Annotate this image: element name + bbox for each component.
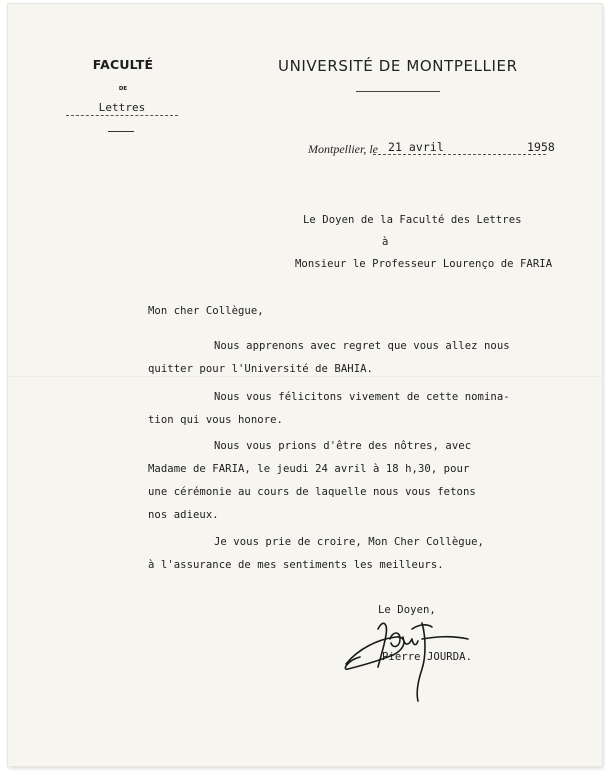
dateline-dotted-rule xyxy=(373,154,546,155)
dateline-year: 1958 xyxy=(527,140,555,154)
faculty-name-underline xyxy=(66,115,178,116)
body-line: tion qui vous honore. xyxy=(148,414,283,426)
dateline-place: Montpellier, le xyxy=(308,142,378,156)
body-line: une cérémonie au cours de laquelle nous vous fetons xyxy=(148,486,476,498)
faculty-rule xyxy=(108,131,134,132)
signatory-name: Pierre JOURDA. xyxy=(382,651,472,663)
salutation: Mon cher Collègue, xyxy=(148,305,264,317)
body-line: à l'assurance de mes sentiments les meilleurs. xyxy=(148,559,444,571)
faculty-de: DE xyxy=(118,86,128,92)
body-line: nos adieux. xyxy=(148,509,219,521)
dateline-date: 21 avril xyxy=(388,140,444,154)
to-word: à xyxy=(382,236,389,248)
faculty-heading: FACULTÉ xyxy=(92,57,154,72)
faculty-name: Lettres xyxy=(98,101,146,114)
body-line: Je vous prie de croire, Mon Cher Collègue, xyxy=(214,536,484,548)
sender-line: Le Doyen de la Faculté des Lettres xyxy=(303,214,522,226)
body-line: quitter pour l'Université de BAHIA. xyxy=(148,363,373,375)
recipient-line: Monsieur le Professeur Lourenço de FARIA xyxy=(295,258,553,270)
closing-title: Le Doyen, xyxy=(378,604,436,616)
university-heading: UNIVERSITÉ DE MONTPELLIER xyxy=(278,57,518,75)
body-line: Nous apprenons avec regret que vous allez nous xyxy=(214,340,510,352)
body-line: Nous vous prions d'être des nôtres, avec xyxy=(214,440,472,452)
body-line: Madame de FARIA, le jeudi 24 avril à 18 h,30, pour xyxy=(148,463,470,475)
letter-page xyxy=(8,4,602,766)
body-line: Nous vous félicitons vivement de cette nomina- xyxy=(214,391,510,403)
university-rule xyxy=(356,91,440,92)
paper-fold xyxy=(8,376,602,378)
